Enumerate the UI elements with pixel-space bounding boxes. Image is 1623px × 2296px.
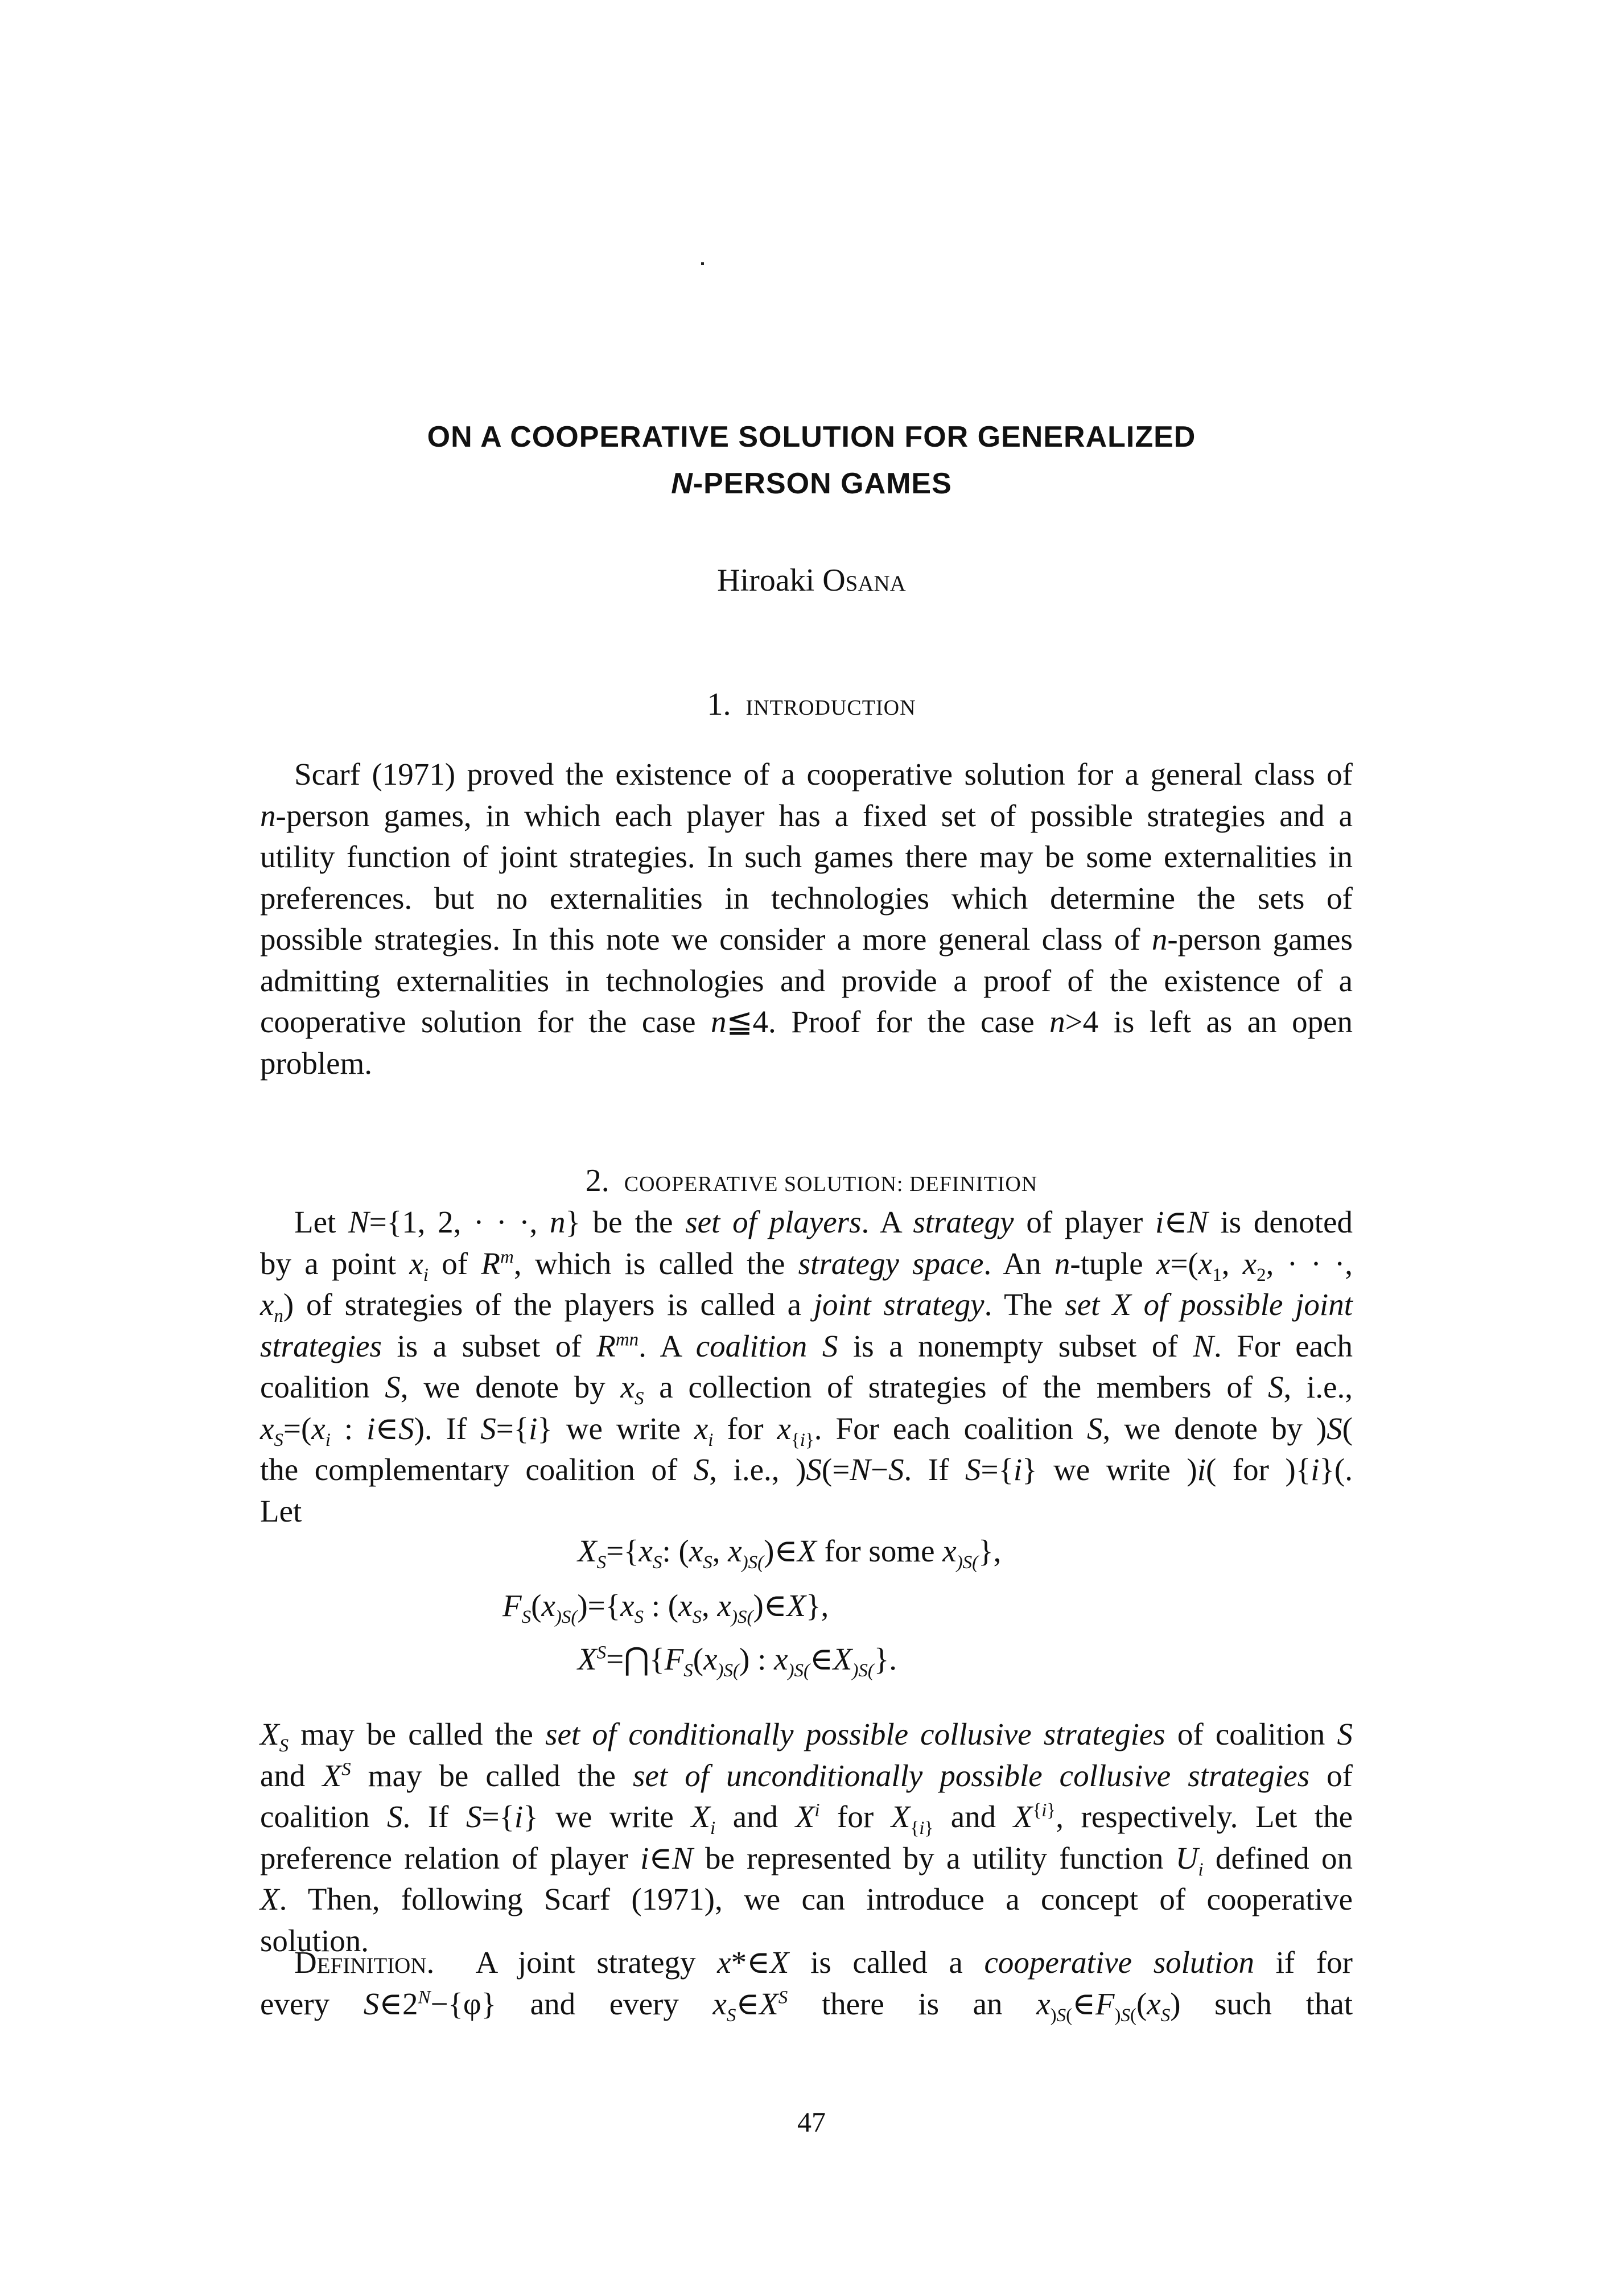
text-line: cooperative solution for the case n≦4. Proof for the case n>4 is left as an open xyxy=(260,1004,1353,1039)
text-line: admitting externalities in technologies and provide a proof of the existence of a xyxy=(260,963,1353,998)
definition-block xyxy=(260,1942,1353,2025)
title-n-italic: N xyxy=(671,467,693,500)
text-line: Scarf (1971) proved the existence of a cooperative solution for a general class of xyxy=(294,757,1353,792)
text-line: every $S\in 2^N-\{\varphi\}$ and every $x_S\in X^S$ there is an $x_{)S(}\in F_{)S(}(x_S)$ such that xyxy=(260,1986,1353,2026)
text-line: Let N={1, 2, · · ·, n} be the set of players. A strategy of player i∈N is denoted xyxy=(294,1205,1353,1239)
paper-title-line1: ON A COOPERATIVE SOLUTION FOR GENERALIZED xyxy=(427,421,1196,454)
section-title: COOPERATIVE SOLUTION: DEFINITION xyxy=(624,1172,1038,1196)
author-last-name: Osana xyxy=(822,563,906,598)
definition-label: Definition. xyxy=(294,1945,435,1980)
text-line: preference relation of player i∈N be represented by a utility function $U_i$ defined on xyxy=(260,1840,1353,1880)
text-line: and $X^S$ may be called the set of unconditionally possible collusive strategies of xyxy=(260,1758,1353,1793)
intro-paragraph xyxy=(260,754,1353,1084)
scan-speck xyxy=(701,262,704,265)
text-line: the complementary coalition of S, i.e., )S(=N−S. If S={i} we write )i( for ){i}(. xyxy=(260,1452,1353,1487)
title-rest: -PERSON GAMES xyxy=(693,467,952,500)
author-name xyxy=(0,560,1623,600)
text-line: X. Then, following Scarf (1971), we can introduce a concept of cooperative xyxy=(260,1882,1353,1916)
text-line: problem. xyxy=(260,1045,373,1081)
text-line: by a point $x_i$ of $R^m$, which is called the strategy space. An n-tuple $x=(x_1$, $x_2$, · · ·, xyxy=(260,1246,1353,1285)
text-line: $x_S=(x_i$ : i∈S). If S={i} we write $x_i$ for $x_{\{i\}}$. For each coalition S, we denote by )S( xyxy=(260,1411,1353,1450)
text-line: coalition S, we denote by $x_S$ a collection of strategies of the members of S, i.e., xyxy=(260,1370,1353,1409)
text-line: $X_S$ may be called the set of conditionally possible collusive strategies of coalition S xyxy=(260,1717,1353,1756)
equation-feasible-map: $F_S(x_{)S(})=\{x_S$ : ($x_S$, $x_{)S(})\in X$}, xyxy=(502,1588,829,1627)
text-line: coalition S. If S={i} we write $X_i$ and $X^i$ for $X_{\{i\}}$ and $X^{\{i\}}$, respectively. Let the xyxy=(260,1799,1353,1839)
text-line: strategies is a subset of $R^{mn}$. A coalition S is a nonempty subset of N. For each xyxy=(260,1328,1353,1363)
text-line: Let xyxy=(260,1493,302,1528)
author-first-name: Hiroaki xyxy=(717,563,823,598)
text-line: n-person games, in which each player has a fixed set of possible strategies and a xyxy=(260,798,1353,833)
section-number: 2. xyxy=(585,1163,609,1198)
equation-unconditional-set: $X^S=⋂\{F_S(x_{)S(})$ : $x_{)S(}\in X_{)S(}$}. xyxy=(578,1642,897,1681)
section-title: INTRODUCTION xyxy=(745,696,916,720)
text-line: utility function of joint strategies. In such games there may be some externalities in xyxy=(260,839,1353,874)
section-number: 1. xyxy=(707,687,731,722)
section-heading-introduction xyxy=(0,687,1623,725)
text-line: solution. xyxy=(260,1923,369,1958)
text-line: preferences. but no externalities in technologies which determine the sets of xyxy=(260,880,1353,916)
collusive-paragraph xyxy=(260,1714,1353,1961)
text-line: Definition. A joint strategy x*∈X is called a cooperative solution if for xyxy=(294,1945,1353,1980)
equation-conditional-set: $X_S=\{x_S$: ($x_S$, $x_{)S(})\in X$ for some $x_{)S(}$}, xyxy=(578,1534,1002,1573)
text-line: $x_n$) of strategies of the players is called a joint strategy. The set X of possible joint xyxy=(260,1287,1353,1326)
page-number: 47 xyxy=(797,2106,826,2138)
section-heading-definition xyxy=(0,1164,1623,1201)
paper-title-line2 xyxy=(0,461,1623,506)
text-line: possible strategies. In this note we consider a more general class of n-person games xyxy=(260,922,1353,957)
definitions-paragraph xyxy=(260,1202,1353,1532)
